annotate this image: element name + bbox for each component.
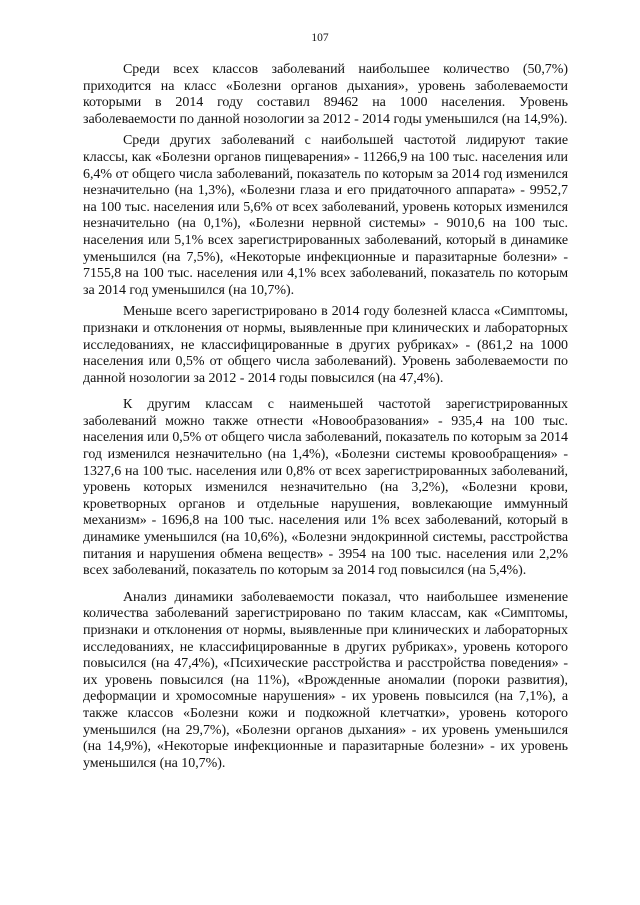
paragraph-other-leading-classes: Среди других заболеваний с наибольшей частотой лидируют такие классы, как «Болезни органов пищеварения» - 11266,9 на 100 тыс. населения или 6,4% от общего числа заболеваний, показатель по которым за 2014 год изменился незначительно (на 1,3%), «Болезни глаза и его придаточного аппарата» - 9952,7 на 100 тыс. населения или 5,6% от всех заболеваний, уровень которых изменился незначительно (на 0,1%), «Болезни нервной системы» - 9010,6 на 100 тыс. населения или 5,1% всех зарегистрированных заболеваний, который в динамике уменьшился (на 7,5%), «Некоторые инфекционные и паразитарные болезни» - 7155,8 на 100 тыс. населения или 4,1% всех заболеваний, показатель по которым за 2014 год уменьшился (на 10,7%). xyxy=(83,133,568,298)
paragraph-dynamics-analysis: Анализ динамики заболеваемости показал, что наибольшее изменение количества заболеваний зарегистрировано по таким классам, как «Симптомы, признаки и отклонения от нормы, выявленные при клинических и лабораторных исследованиях, не классифицированные в других рубриках», уровень которого повысился (на 47,4%), «Психические расстройства и расстройства поведения» - их уровень повысился (на 11%), «Врожденные аномалии (пороки развития), деформации и хромосомные нарушения» - их уровень повысился (на 7,1%), а также классов «Болезни кожи и подкожной клетчатки», уровень которого уменьшился (на 29,7%), «Болезни органов дыхания» - их уровень уменьшился (на 14,9%), «Некоторые инфекционные и паразитарные болезни» - их уровень уменьшился (на 10,7%). xyxy=(83,589,568,771)
body-text xyxy=(83,62,568,777)
page-number: 107 xyxy=(311,32,329,44)
paragraph-least-registered: Меньше всего зарегистрировано в 2014 году болезней класса «Симптомы, признаки и отклонения от нормы, выявленные при клинических и лабораторных исследованиях, не классифицированные в других рубриках» - (861,2 на 1000 населения или 0,5% от общего числа заболеваний). Уровень заболеваемости по данной нозологии за 2012 - 2014 годы повысился (на 47,4%). xyxy=(83,304,568,386)
paragraph-low-frequency-classes: К другим классам с наименьшей частотой зарегистрированных заболеваний можно также отнести «Новообразования» - 935,4 на 100 тыс. населения или 0,5% от общего числа заболеваний, показатель по которым за 2014 год изменился незначительно (на 1,4%), «Болезни системы кровообращения» - 1327,6 на 100 тыс. населения или 0,8% от всех зарегистрированных заболеваний, уровень которых изменился незначительно (на 3,2%), «Болезни крови, кроветворных органов и отдельные нарушения, вовлекающие иммунный механизм» - 1696,8 на 100 тыс. населения или 1% всех заболеваний, который в динамике уменьшился (на 10,6%), «Болезни эндокринной системы, расстройства питания и нарушения обмена веществ» - 3954 на 100 тыс. населения или 2,2% всех заболеваний, показатель по которым за 2014 год повысился (на 5,4%). xyxy=(83,397,568,579)
paragraph-respiratory-leading: Среди всех классов заболеваний наибольшее количество (50,7%) приходится на класс «Болезни органов дыхания», уровень заболеваемости которыми в 2014 году составил 89462 на 1000 населения. Уровень заболеваемости по данной нозологии за 2012 - 2014 годы уменьшился (на 14,9%). xyxy=(83,62,568,127)
